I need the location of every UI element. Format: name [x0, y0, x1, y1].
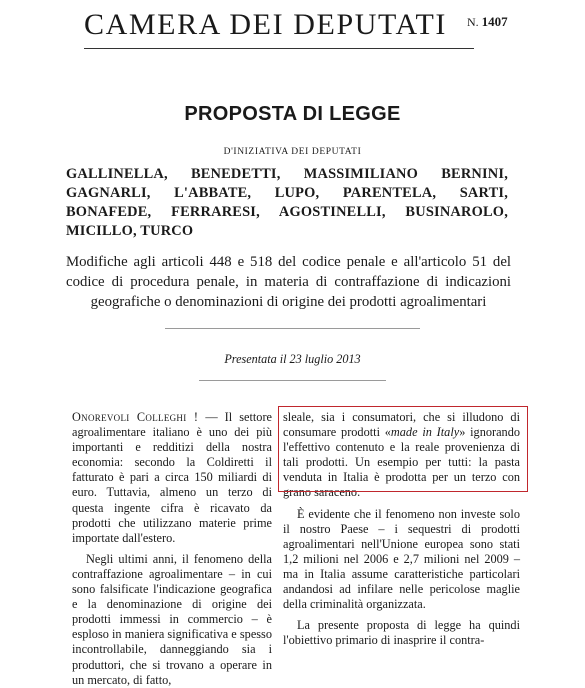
- body-column-left: [72, 410, 272, 688]
- separator-rule-lower: [199, 380, 386, 381]
- document-number-prefix: N.: [467, 15, 479, 29]
- paragraph-text: — Il settore agroalimentare italiano è uno dei più importanti e redditizi della nostra economia: secondo la Coldiretti il fatturato è pari a circa 150 miliardi di euro. Tuttavia, almeno un terzo di questa ingente cifra è ricavato da prodotti che utilizzano materie prime importate dall'estero.: [72, 410, 272, 545]
- paragraph: È evidente che il fenomeno non investe solo il nostro Paese – i sequestri di prodotti agroalimentari nell'Unione europea sono stati 1,2 milioni nel 2006 e 2,7 milioni nel 2009 – ma in Italia assume caratteristiche particolari andandosi ad infilare nelle pericolose maglie della criminalità organizzata.: [283, 506, 520, 612]
- header-rule: [84, 48, 474, 49]
- document-type: PROPOSTA DI LEGGE: [184, 103, 401, 125]
- highlight-box: [278, 406, 528, 492]
- deputies-list: GALLINELLA, BENEDETTI, MASSIMILIANO BERNINI, GAGNARLI, L'ABBATE, LUPO, PARENTELA, SARTI, BONAFEDE, FERRARESI, AGOSTINELLI, BUSINAROLO, MICILLO, TURCO: [66, 166, 508, 239]
- bill-subject: Modifiche agli articoli 448 e 518 del codice penale e all'articolo 51 del codice di procedura penale, in materia di contraffazione di indicazioni geografiche o denominazioni di origine dei prodotti agroalimentari: [66, 254, 511, 310]
- separator-rule: [165, 328, 420, 329]
- document-number-value: 1407: [481, 14, 508, 29]
- presentation-date: Presentata il 23 luglio 2013: [224, 352, 361, 366]
- initiative-line: D'INIZIATIVA DEI DEPUTATI: [223, 147, 362, 157]
- paragraph: Negli ultimi anni, il fenomeno della contraffazione agroalimentare – in cui sono falsificate l'indicazione geografica e la denominazione di origine dei prodotti immessi in commercio – è esploso in maniera significativa e spesso incontrollabile, danneggiando sia i produttori, che si trovano a operare in un mercato, di fatto,: [72, 551, 272, 687]
- document-number: [467, 14, 508, 30]
- salutation: Onorevoli Colleghi !: [72, 410, 199, 424]
- paragraph-text: » ignorando l'effettivo contenuto e la reale provenienza di tali prodotti. Un esempio per tutti: la pasta venduta in Italia è prodotta per un terzo con grano saraceno.: [283, 425, 520, 500]
- paragraph-text: sleale, sia i consumatori, che si illudono di consumare prodotti «: [283, 410, 520, 440]
- italic-phrase: made in Italy: [390, 425, 460, 440]
- paragraph: [72, 410, 272, 546]
- paragraph: La presente proposta di legge ha quindi l'obiettivo primario di inasprire il contra-: [283, 618, 520, 648]
- chamber-title: CAMERA DEI DEPUTATI: [84, 8, 447, 41]
